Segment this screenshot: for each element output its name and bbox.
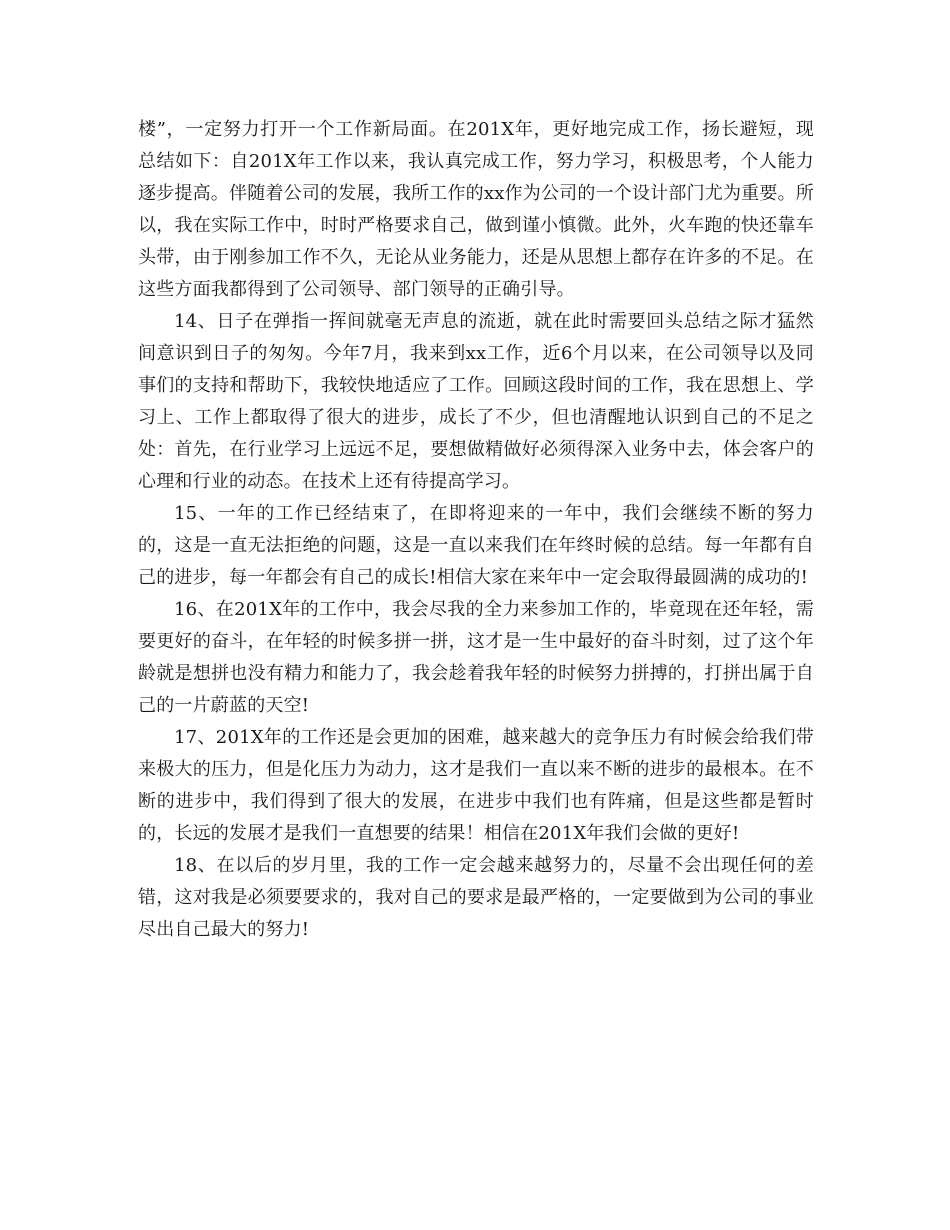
paragraph-18: 18、在以后的岁月里，我的工作一定会越来越努力的，尽量不会出现任何的差错，这对我是必须要要求的，我对自己的要求是最严格的，一定要做到为公司的事业尽出自己最大的努力! [138,855,814,940]
document-body [138,114,814,946]
paragraph-17: 17、201X年的工作还是会更加的困难，越来越大的竞争压力有时候会给我们带来极大的压力，但是化压力为动力，这才是我们一直以来不断的进步的最根本。在不断的进步中，我们得到了很大的发展，在进步中我们也有阵痛，但是这些都是暂时的，长远的发展才是我们一直想要的结果！相信在201X年我们会做的更好! [138,727,814,844]
paragraph-continuation: 楼”，一定努力打开一个工作新局面。在201X年，更好地完成工作，扬长避短，现总结如下：自201X年工作以来，我认真完成工作，努力学习，积极思考，个人能力逐步提高。伴随着公司的发展，我所工作的xx作为公司的一个设计部门尤为重要。所以，我在实际工作中，时时严格要求自己，做到谨小慎微。此外，火车跑的快还靠车头带，由于刚参加工作不久，无论从业务能力，还是从思想上都存在许多的不足。在这些方面我都得到了公司领导、部门领导的正确引导。 [138,119,814,300]
paragraph-15: 15、一年的工作已经结束了，在即将迎来的一年中，我们会继续不断的努力的，这是一直无法拒绝的问题，这是一直以来我们在年终时候的总结。每一年都有自己的进步，每一年都会有自己的成长!相信大家在来年中一定会取得最圆满的成功的! [138,503,814,588]
paragraph-14: 14、日子在弹指一挥间就毫无声息的流逝，就在此时需要回头总结之际才猛然间意识到日子的匆匆。今年7月，我来到xx工作，近6个月以来，在公司领导以及同事们的支持和帮助下，我较快地适应了工作。回顾这段时间的工作，我在思想上、学习上、工作上都取得了很大的进步，成长了不少，但也清醒地认识到自己的不足之处：首先，在行业学习上远远不足，要想做精做好必须得深入业务中去，体会客户的心理和行业的动态。在技术上还有待提高学习。 [138,311,814,492]
paragraph-16: 16、在201X年的工作中，我会尽我的全力来参加工作的，毕竟现在还年轻，需要更好的奋斗，在年轻的时候多拼一拼，这才是一生中最好的奋斗时刻，过了这个年龄就是想拼也没有精力和能力了，我会趁着我年轻的时候努力拼搏的，打拼出属于自己的一片蔚蓝的天空! [138,599,814,716]
